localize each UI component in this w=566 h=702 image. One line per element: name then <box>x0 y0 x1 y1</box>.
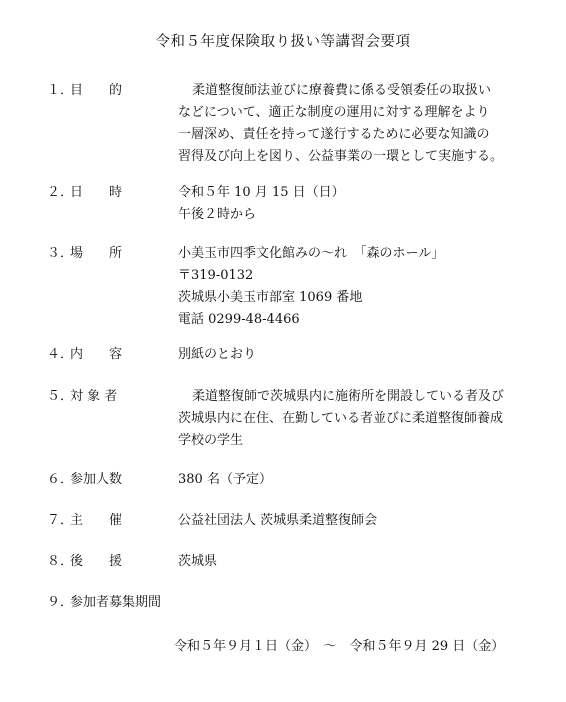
section-number: ６． <box>47 472 74 487</box>
body-line: 茨城県内に在住、在勤している者並びに柔道整復師養成 <box>178 411 504 426</box>
body-line: 一層深め、責任を持って遂行するために必要な知識の <box>178 127 490 142</box>
body-line: 柔道整復師で茨城県内に施術所を開設している者及び <box>192 389 505 404</box>
body-line: などについて、適正な制度の運用に対する理解をより <box>178 105 490 120</box>
body-line: 柔道整復師法並びに療養費に係る受領委任の取扱い <box>192 83 492 98</box>
section-body <box>178 344 538 366</box>
section-number: ４． <box>47 347 74 362</box>
section-body <box>178 243 538 331</box>
section-label: 場 所 <box>70 246 123 261</box>
document-title: 令和５年度保険取り扱い等講習会要項 <box>155 34 411 50</box>
section-number: ３． <box>47 246 74 261</box>
section-label: 対 象 者 <box>70 389 118 404</box>
body-line: 別紙のとおり <box>178 347 257 362</box>
section-label: 参加人数 <box>70 472 123 487</box>
section-number: ７． <box>47 513 74 528</box>
body-line: 公益社団法人 茨城県柔道整復師会 <box>178 513 378 528</box>
section-body <box>178 510 538 532</box>
body-line: 令和５年 10 月 15 日（日） <box>178 185 345 200</box>
body-line: 習得及び向上を図り、公益事業の一環として実施する。 <box>178 149 504 164</box>
body-line: 午後２時から <box>178 207 257 222</box>
body-line: 茨城県 <box>178 554 218 569</box>
section-label: 主 催 <box>70 513 123 528</box>
section-label: 目 的 <box>70 83 123 98</box>
section-number: ５． <box>47 389 74 404</box>
body-line: 令和５年９月１日（金） ～ 令和５年９月 29 日（金） <box>174 639 505 654</box>
section-number: ８． <box>47 554 74 569</box>
section-body <box>178 80 538 168</box>
body-line: 〒319-0132 <box>178 268 254 283</box>
section-label: 内 容 <box>70 347 123 362</box>
section-body <box>174 592 534 702</box>
body-line: 小美玉市四季文化館みの～れ 「森のホール」 <box>178 246 445 261</box>
section-number: １． <box>47 83 74 98</box>
section-body <box>178 551 538 573</box>
body-line: 茨城県小美玉市部室 1069 番地 <box>178 290 363 305</box>
section-label: 日 時 <box>70 185 123 200</box>
body-line: 学校の学生 <box>178 433 244 448</box>
section-label: 参加者募集期間 <box>70 595 162 610</box>
section-body <box>178 469 538 491</box>
section-number: ２． <box>47 185 74 200</box>
body-line: 380 名（予定） <box>178 472 272 487</box>
section-body <box>178 386 538 452</box>
section-number: ９． <box>47 595 74 610</box>
section-body <box>178 182 538 226</box>
body-line: 電話 0299-48-4466 <box>178 312 300 327</box>
section-label: 後 援 <box>70 554 123 569</box>
